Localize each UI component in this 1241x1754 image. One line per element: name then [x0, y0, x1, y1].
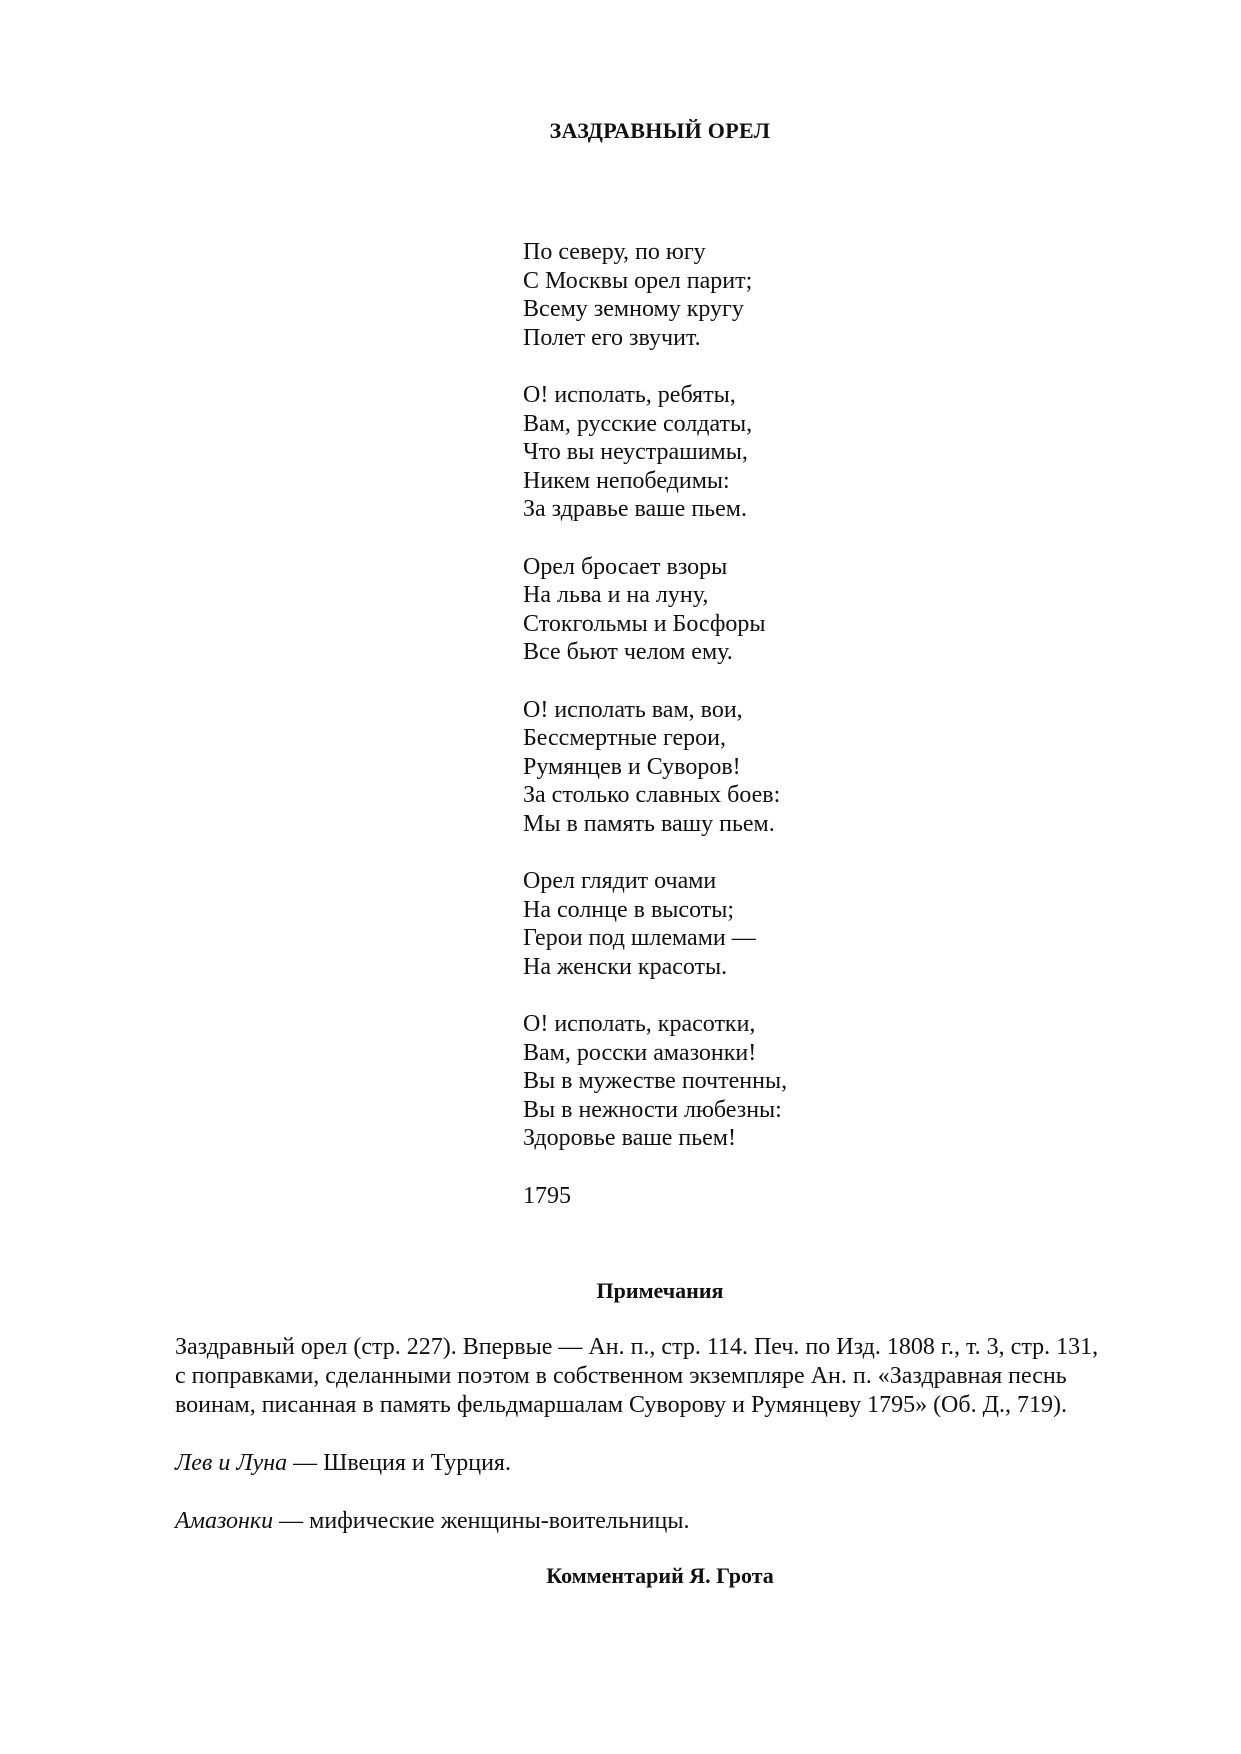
- poem-line: Всему земному кругу: [523, 296, 744, 323]
- stanza: [523, 238, 787, 352]
- stanza: [523, 381, 787, 524]
- poem-line: Вы в нежности любезны:: [523, 1096, 782, 1123]
- poem-line: По северу, по югу: [523, 239, 706, 265]
- poem-line: Все бьют челом ему.: [523, 639, 733, 666]
- note-definition: — Швеция и Турция.: [287, 1450, 511, 1476]
- poem-line: На женски красоты.: [523, 953, 728, 980]
- main-note: [175, 1333, 1155, 1420]
- poem-line: За столько славных боев:: [523, 782, 781, 809]
- poem-line: Здоровье ваше пьем!: [523, 1125, 736, 1152]
- note-term: Лев и Луна: [175, 1450, 288, 1476]
- poem-line: Вам, росски амазонки!: [523, 1039, 757, 1066]
- note-line: с поправками, сделанными поэтом в собственном экземпляре Ан. п. «Заздравная песнь: [175, 1363, 1067, 1389]
- poem-line: О! исполать, ребяты,: [523, 381, 736, 408]
- poem-line: Вам, русские солдаты,: [523, 410, 753, 437]
- note-definition: — мифические женщины-воительницы.: [273, 1508, 690, 1534]
- note-amazons: [175, 1507, 1155, 1536]
- poem-line: На солнце в высоты;: [523, 896, 735, 923]
- poem-line: Вы в мужестве почтенны,: [523, 1068, 788, 1095]
- notes-heading: Примечания: [596, 1278, 724, 1303]
- stanza: [523, 696, 787, 839]
- poem-line: Никем непобедимы:: [523, 467, 730, 494]
- note-lion-and-moon: [175, 1449, 1155, 1478]
- stanza: [523, 1010, 787, 1153]
- poem-line: Стокгольмы и Босфоры: [523, 610, 766, 637]
- note-term: Амазонки: [175, 1508, 274, 1534]
- poem-line: Румянцев и Суворов!: [523, 753, 741, 780]
- poem-line: Что вы неустрашимы,: [523, 439, 748, 466]
- poem-line: О! исполать, красотки,: [523, 1011, 756, 1038]
- poem-line: За здравье ваше пьем.: [523, 496, 747, 523]
- commentary-heading: Комментарий Я. Грота: [546, 1563, 774, 1588]
- poem-line: Орел бросает взоры: [523, 553, 728, 580]
- stanza: [523, 867, 787, 981]
- poem-line: Бессмертные герои,: [523, 725, 726, 752]
- poem-line: Мы в память вашу пьем.: [523, 810, 775, 837]
- note-line: Заздравный орел (стр. 227). Впервые — Ан. п., стр. 114. Печ. по Изд. 1808 г., т. 3, стр. 131,: [175, 1334, 1099, 1360]
- notes-body: [175, 1333, 1155, 1565]
- poem-line: Герои под шлемами —: [523, 925, 756, 952]
- poem-year: 1795: [523, 1182, 571, 1209]
- poem-line: Орел глядит очами: [523, 868, 717, 895]
- stanza: [523, 553, 787, 667]
- poem-line: На льва и на луну,: [523, 582, 709, 609]
- poem-line: С Москвы орел парит;: [523, 267, 753, 294]
- poem-title: ЗАЗДРАВНЫЙ ОРЕЛ: [549, 118, 771, 143]
- poem-body: [523, 238, 787, 1210]
- poem-line: О! исполать вам, вои,: [523, 696, 743, 723]
- poem-line: Полет его звучит.: [523, 324, 701, 351]
- note-line: воинам, писанная в память фельдмаршалам Суворову и Румянцеву 1795» (Об. Д., 719).: [175, 1392, 1067, 1418]
